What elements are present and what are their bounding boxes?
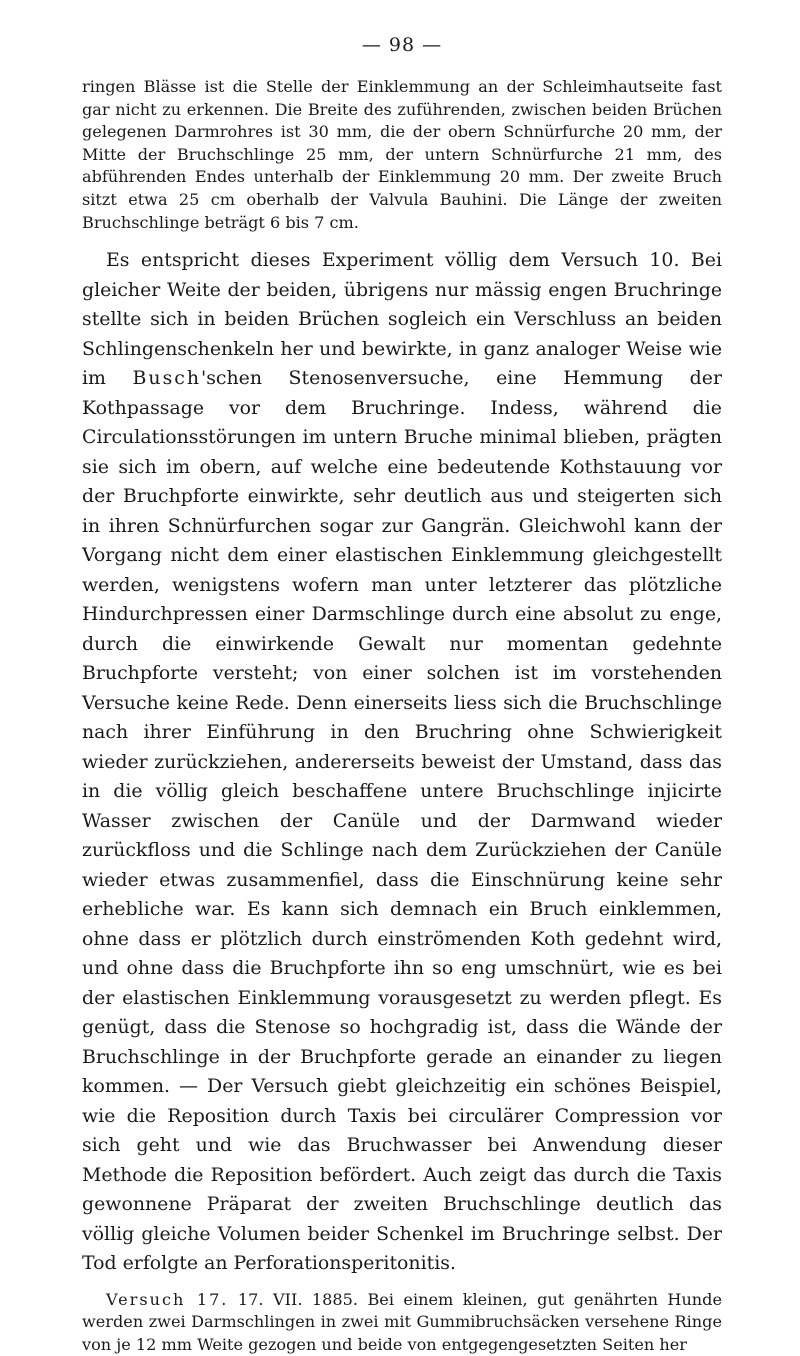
paragraph-discussion-start: Es entspricht dieses Experiment völlig dem Versuch 10. Bei gleicher Weite der beiden, übrigens nur mässig engen Bruchringe stellte sich in beiden Brüchen sogleich ein Verschluss an beiden Schlingenschenkeln her und bewirkte, in ganz analoger Weise wie im [82, 249, 722, 390]
paragraph-experiment-17 [82, 1289, 722, 1356]
experiment-date: 17. VII. 1885. [237, 1289, 358, 1309]
author-name-busch: Busch [132, 367, 202, 390]
paragraph-continuation: ringen Blässe ist die Stelle der Einklemmung an der Schleimhautseite fast gar nicht zu erkennen. Die Breite des zuführenden, zwischen beiden Brüchen gelegenen Darmrohres ist 30 mm, die der obern Schnürfurche 20 mm, der Mitte der Bruchschlinge 25 mm, der untern Schnürfurche 21 mm, des abführenden Endes unterhalb der Einklemmung 20 mm. Der zweite Bruch sitzt etwa 25 cm oberhalb der Valvula Bauhini. Die Länge der zweiten Bruchschlinge beträgt 6 bis 7 cm. [82, 77, 722, 232]
document-page [82, 34, 722, 1356]
paragraph-discussion [82, 246, 722, 1279]
experiment-label: Versuch 17. [106, 1289, 229, 1309]
paragraph-discussion-rest: 'schen Stenosenversuche, eine Hemmung der Kothpassage vor dem Bruchringe. Indess, während die Circulationsstörungen im untern Bruche minimal blieben, prägten sie sich im obern, auf welche eine bedeutende Kothstauung vor der Bruchpforte einwirkte, sehr deutlich aus und steigerten sich in ihren Schnürfurchen sogar zur Gangrän. Gleichwohl kann der Vorgang nicht dem einer elastischen Einklemmung gleichgestellt werden, wenigstens wofern man unter letzterer das plötzliche Hindurchpressen einer Darmschlinge durch eine absolut zu enge, durch die einwirkende Gewalt nur momentan gedehnte Bruchpforte versteht; von einer solchen ist im vorstehenden Versuche keine Rede. Denn einerseits liess sich die Bruchschlinge nach ihrer Einführung in den Bruchring ohne Schwierigkeit wieder zurückziehen, andererseits beweist der Umstand, dass das in die völlig gleich beschaffene untere Bruchschlinge injicirte Wasser zwischen der Canüle und der Darmwand wieder zurückfloss und die Schlinge nach dem Zurückziehen der Canüle wieder etwas zusammenfiel, dass die Einschnürung keine sehr erhebliche war. Es kann sich demnach ein Bruch einklemmen, ohne dass er plötzlich durch einströmenden Koth gedehnt wird, und ohne dass die Bruchpforte ihn so eng umschnürt, wie es bei der elastischen Einklemmung vorausgesetzt zu werden pflegt. Es genügt, dass die Stenose so hochgradig ist, dass die Wände der Bruchschlinge in der Bruchpforte gerade an einander zu liegen kommen. — Der Versuch giebt gleichzeitig ein schönes Beispiel, wie die Reposition durch Taxis bei circulärer Compression vor sich geht und wie das Bruchwasser bei Anwendung dieser Methode die Reposition befördert. Auch zeigt das durch die Taxis gewonnene Präparat der zweiten Bruchschlinge deutlich das völlig gleiche Volumen beider Schenkel im Bruchringe selbst. Der Tod erfolgte an Perforationsperitonitis. [82, 367, 722, 1275]
experiment-text: Bei einem kleinen, gut genährten Hunde werden zwei Darmschlingen in zwei mit Gummibruchsäcken versehene Ringe von je 12 mm Weite gezogen und beide von entgegengesetzten Seiten her [82, 1289, 723, 1354]
page-number: — 98 — [361, 34, 443, 56]
